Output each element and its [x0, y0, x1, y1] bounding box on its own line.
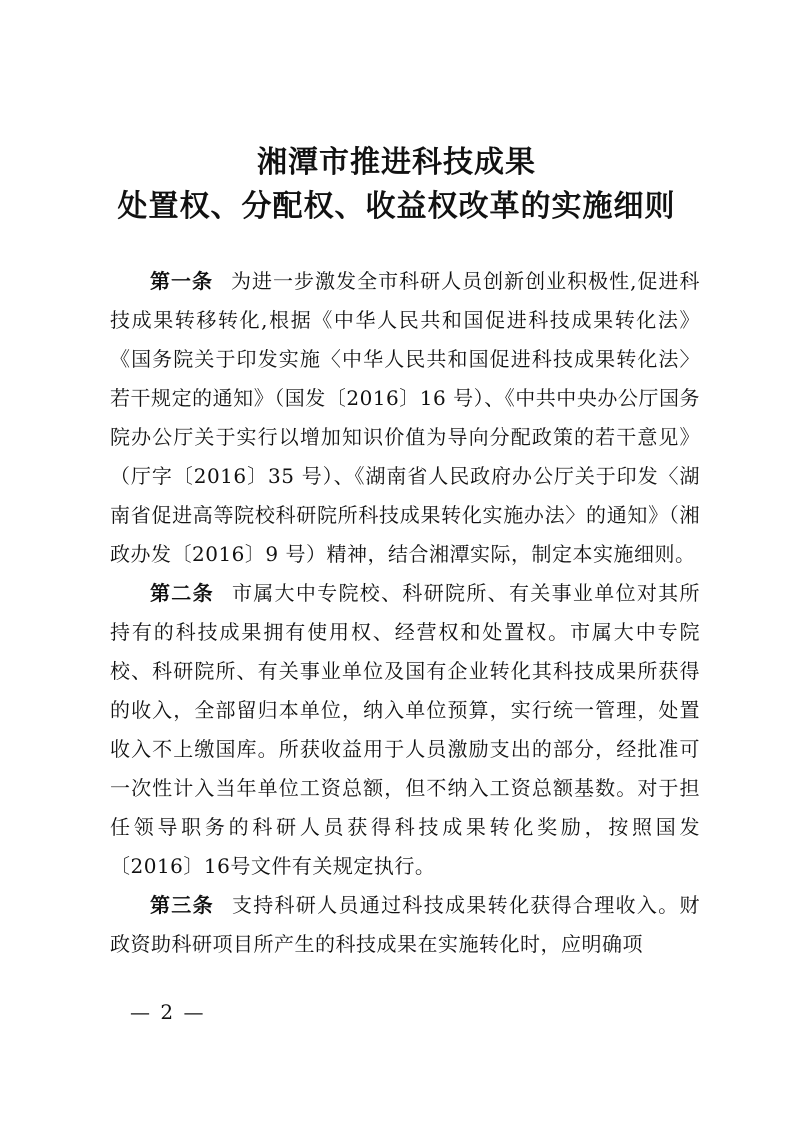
article-text: 市属大中专院校、科研院所、有关事业单位对其所持有的科技成果拥有使用权、经营权和处置权。市属大中专院校、科研院所、有关事业单位及国有企业转化其科技成果所获得的收入，全部留归本单位，纳入单位预算，实行统一管理，处置收入不上缴国库。所获收益用于人员激励支出的部分，经批准可一次性计入当年单位工资总额，但不纳入工资总额基数。对于担任领导职务的科研人员获得科技成果转化奖励，按照国发〔2016〕16号文件有关规定执行。: [110, 581, 700, 878]
document-body: [110, 262, 700, 964]
article-label: 第三条: [150, 893, 214, 917]
document-title-line-2: 处置权、分配权、收益权改革的实施细则: [117, 189, 676, 224]
article-label: 第一条: [150, 269, 214, 293]
page-dash-right: —: [183, 1000, 206, 1024]
article-label: 第二条: [150, 581, 214, 605]
article-1: [110, 262, 700, 574]
article-3: [110, 886, 700, 964]
page-number-value: 2: [160, 1000, 176, 1024]
document-title-line-1: 湘潭市推进科技成果: [257, 145, 536, 180]
article-text: 支持科研人员通过科技成果转化获得合理收入。财政资助科研项目所产生的科技成果在实施转化时，应明确项: [110, 893, 700, 956]
article-2: [110, 574, 700, 886]
page-dash-left: —: [130, 1000, 152, 1024]
page-number: [130, 1000, 205, 1024]
article-text: 为进一步激发全市科研人员创新创业积极性,促进科技成果转移转化,根据《中华人民共和国促进科技成果转化法》《国务院关于印发实施〈中华人民共和国促进科技成果转化法〉若干规定的通知》（国发〔2016〕16 号）、《中共中央办公厅国务院办公厅关于实行以增加知识价值为导向分配政策的若干意见》（厅字〔2016〕35 号）、《湖南省人民政府办公厅关于印发〈湖南省促进高等院校科研院所科技成果转化实施办法〉的通知》（湘政办发〔2016〕9 号）精神，结合湘潭实际，制定本实施细则。: [110, 269, 701, 566]
